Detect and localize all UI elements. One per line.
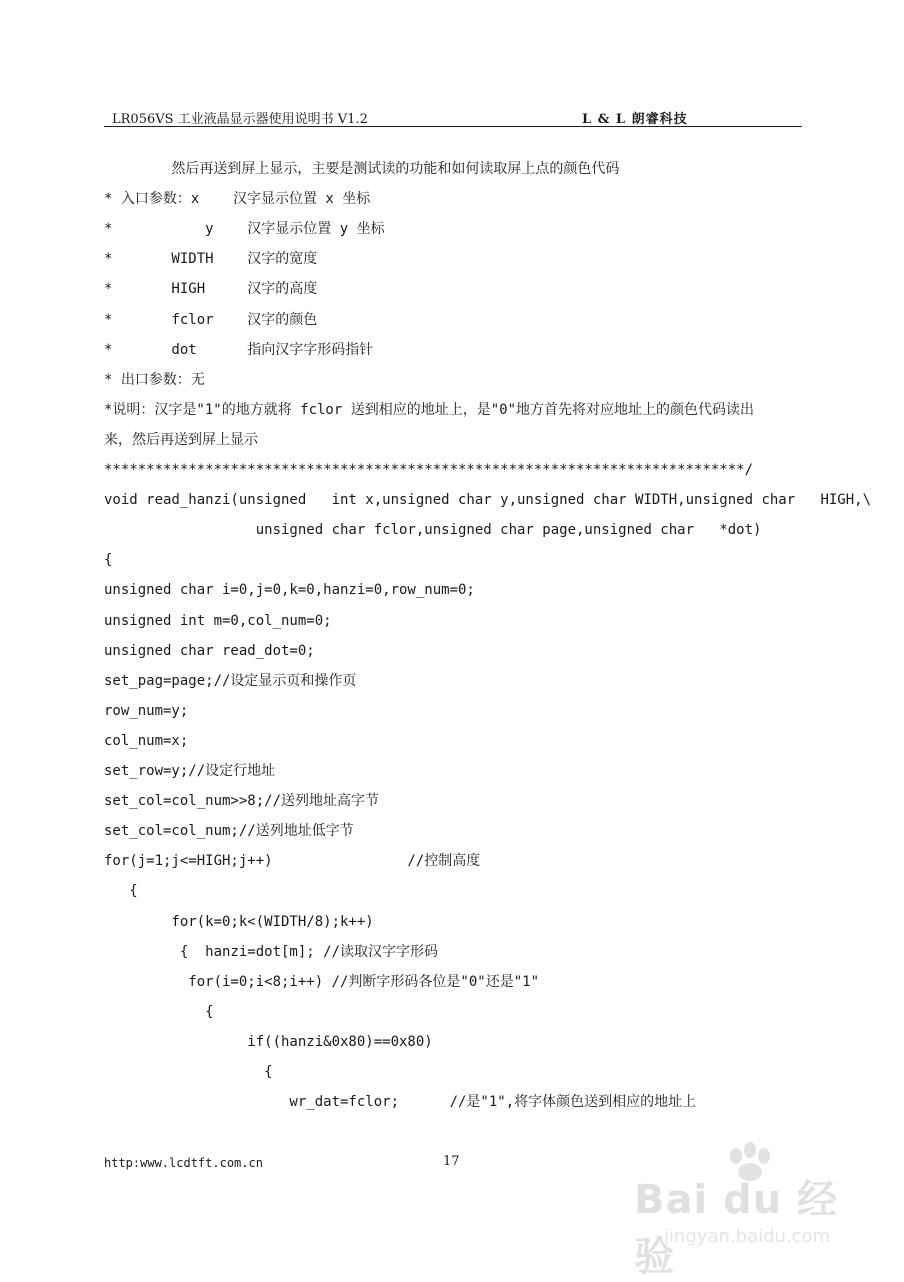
text-line: * fclor 汉字的颜色 (104, 311, 318, 328)
text-line: set_col=col_num>>8;//送列地址高字节 (104, 793, 380, 810)
page-number: 17 (443, 1154, 460, 1169)
text-line: * WIDTH 汉字的宽度 (104, 251, 318, 268)
text-line: * 出口参数：无 (104, 371, 205, 388)
text-line: if((hanzi&0x80)==0x80) (104, 1033, 433, 1050)
document-title: LR056VS 工业液晶显示器使用说明书 V1.2 (112, 112, 368, 127)
text-line: wr_dat=fclor; //是"1",将字体颜色送到相应的地址上 (104, 1094, 697, 1111)
text-line: unsigned char fclor,unsigned char page,unsigned char *dot) (104, 522, 762, 539)
text-line: { (104, 552, 113, 569)
text-line: 然后再送到屏上显示，主要是测试读的功能和如何读取屏上点的颜色代码 (104, 161, 620, 177)
text-line: * HIGH 汉字的高度 (104, 281, 318, 298)
watermark-brand: Bai du 经验 (634, 1177, 839, 1280)
text-line: col_num=x; (104, 732, 189, 749)
header-divider (104, 126, 802, 127)
text-line: set_row=y;//设定行地址 (104, 763, 276, 779)
text-line: *说明：汉字是"1"的地方就将 fclor 送到相应的地址上，是"0"地方首先将对应地址上的颜色代码读出 (104, 401, 754, 418)
text-line: set_col=col_num;//送列地址低字节 (104, 823, 354, 840)
text-line: * 入口参数：x 汉字显示位置 x 坐标 (104, 191, 371, 208)
text-line: { (104, 1064, 273, 1080)
text-line: * dot 指向汉字字形码指针 (104, 341, 374, 358)
text-line: * y 汉字显示位置 y 坐标 (104, 221, 385, 238)
text-line: for(k=0;k<(WIDTH/8);k++) (104, 913, 374, 930)
text-line: for(j=1;j<=HIGH;j++) //控制高度 (104, 853, 481, 870)
baidu-watermark (634, 1142, 864, 1280)
text-line: unsigned char i=0,j=0,k=0,hanzi=0,row_num=0; (104, 582, 475, 599)
footer-url: http:www.lcdtft.com.cn (104, 1156, 263, 1170)
text-line: unsigned char read_dot=0; (104, 642, 315, 659)
text-line: 来，然后再送到屏上显示 (104, 431, 258, 448)
text-line: { hanzi=dot[m]; //读取汉字字形码 (104, 943, 439, 960)
company-name: L & L 朗睿科技 (582, 112, 688, 127)
text-line: set_pag=page;//设定显示页和操作页 (104, 672, 357, 689)
text-line: for(i=0;i<8;i++) //判断字形码各位是"0"还是"1" (104, 973, 540, 990)
text-line: row_num=y; (104, 702, 189, 719)
watermark-url: jingyan.baidu.com (664, 1226, 831, 1247)
text-line: void read_hanzi(unsigned int x,unsigned char y,unsigned char WIDTH,unsigned char HIGH,\ (104, 492, 872, 509)
text-line: { (104, 1003, 214, 1020)
text-line: unsigned int m=0,col_num=0; (104, 612, 332, 629)
text-line: { (104, 883, 138, 900)
text-line: ****************************************************************************/ (104, 462, 754, 478)
